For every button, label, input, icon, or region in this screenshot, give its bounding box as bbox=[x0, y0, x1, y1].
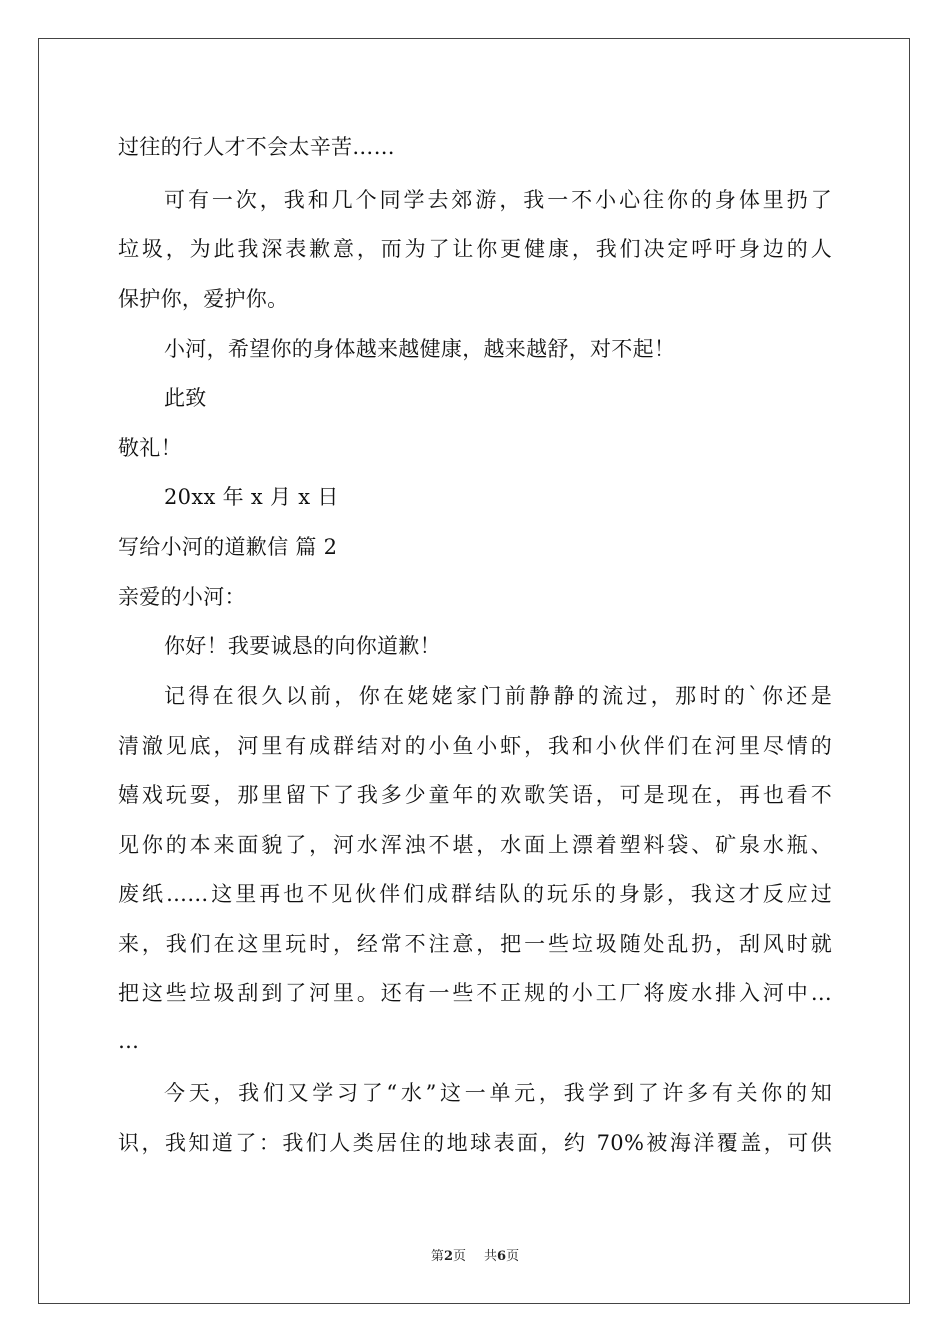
page-prefix: 第 bbox=[430, 1249, 444, 1264]
text-line: 保护你，爱护你。 bbox=[118, 287, 289, 311]
page-suffix: 页 bbox=[452, 1249, 466, 1264]
text-line: 可有一次，我和几个同学去郊游，我一不小心往你的身体里扔了 bbox=[164, 188, 832, 212]
page-border bbox=[38, 38, 910, 1304]
text-line: 小河，希望你的身体越来越健康，越来越舒，对不起！ bbox=[164, 337, 676, 361]
text-line: 你好！我要诚恳的向你道歉！ bbox=[164, 634, 441, 658]
text-line: 来，我们在这里玩时，经常不注意，把一些垃圾随处乱扔，刮风时就 bbox=[118, 932, 832, 956]
text-line: … bbox=[118, 1029, 140, 1053]
total-suffix: 页 bbox=[506, 1249, 520, 1264]
salutation: 亲爱的小河： bbox=[118, 585, 246, 609]
page-total: 6 bbox=[497, 1249, 507, 1264]
text-line: 嬉戏玩耍，那里留下了我多少童年的欢歌笑语，可是现在，再也看不 bbox=[118, 783, 832, 807]
section-heading: 写给小河的道歉信 篇 2 bbox=[118, 535, 338, 559]
page-current: 2 bbox=[443, 1249, 453, 1264]
text-line: 过往的行人才不会太辛苦…… bbox=[118, 135, 395, 159]
text-line: 清澈见底，河里有成群结对的小鱼小虾，我和小伙伴们在河里尽情的 bbox=[118, 734, 832, 758]
text-line: 废纸……这里再也不见伙伴们成群结队的玩乐的身影，我这才反应过 bbox=[118, 882, 832, 906]
text-line: 把这些垃圾刮到了河里。还有一些不正规的小工厂将废水排入河中… bbox=[118, 981, 832, 1005]
total-prefix: 共 bbox=[484, 1249, 498, 1264]
text-line: 今天，我们又学习了“水”这一单元，我学到了许多有关你的知 bbox=[164, 1081, 832, 1105]
page-footer bbox=[0, 1248, 950, 1266]
text-line: 此致 bbox=[164, 386, 207, 410]
text-line: 识，我知道了：我们人类居住的地球表面，约 70%被海洋覆盖，可供 bbox=[118, 1131, 832, 1155]
text-line: 垃圾，为此我深表歉意，而为了让你更健康，我们决定呼吁身边的人 bbox=[118, 237, 832, 261]
date-line: 20xx 年 x 月 x 日 bbox=[164, 485, 339, 509]
text-line: 见你的本来面貌了，河水浑浊不堪，水面上漂着塑料袋、矿泉水瓶、 bbox=[118, 833, 832, 857]
text-line: 记得在很久以前，你在姥姥家门前静静的流过，那时的`你还是 bbox=[164, 684, 832, 708]
text-line: 敬礼！ bbox=[118, 436, 182, 460]
